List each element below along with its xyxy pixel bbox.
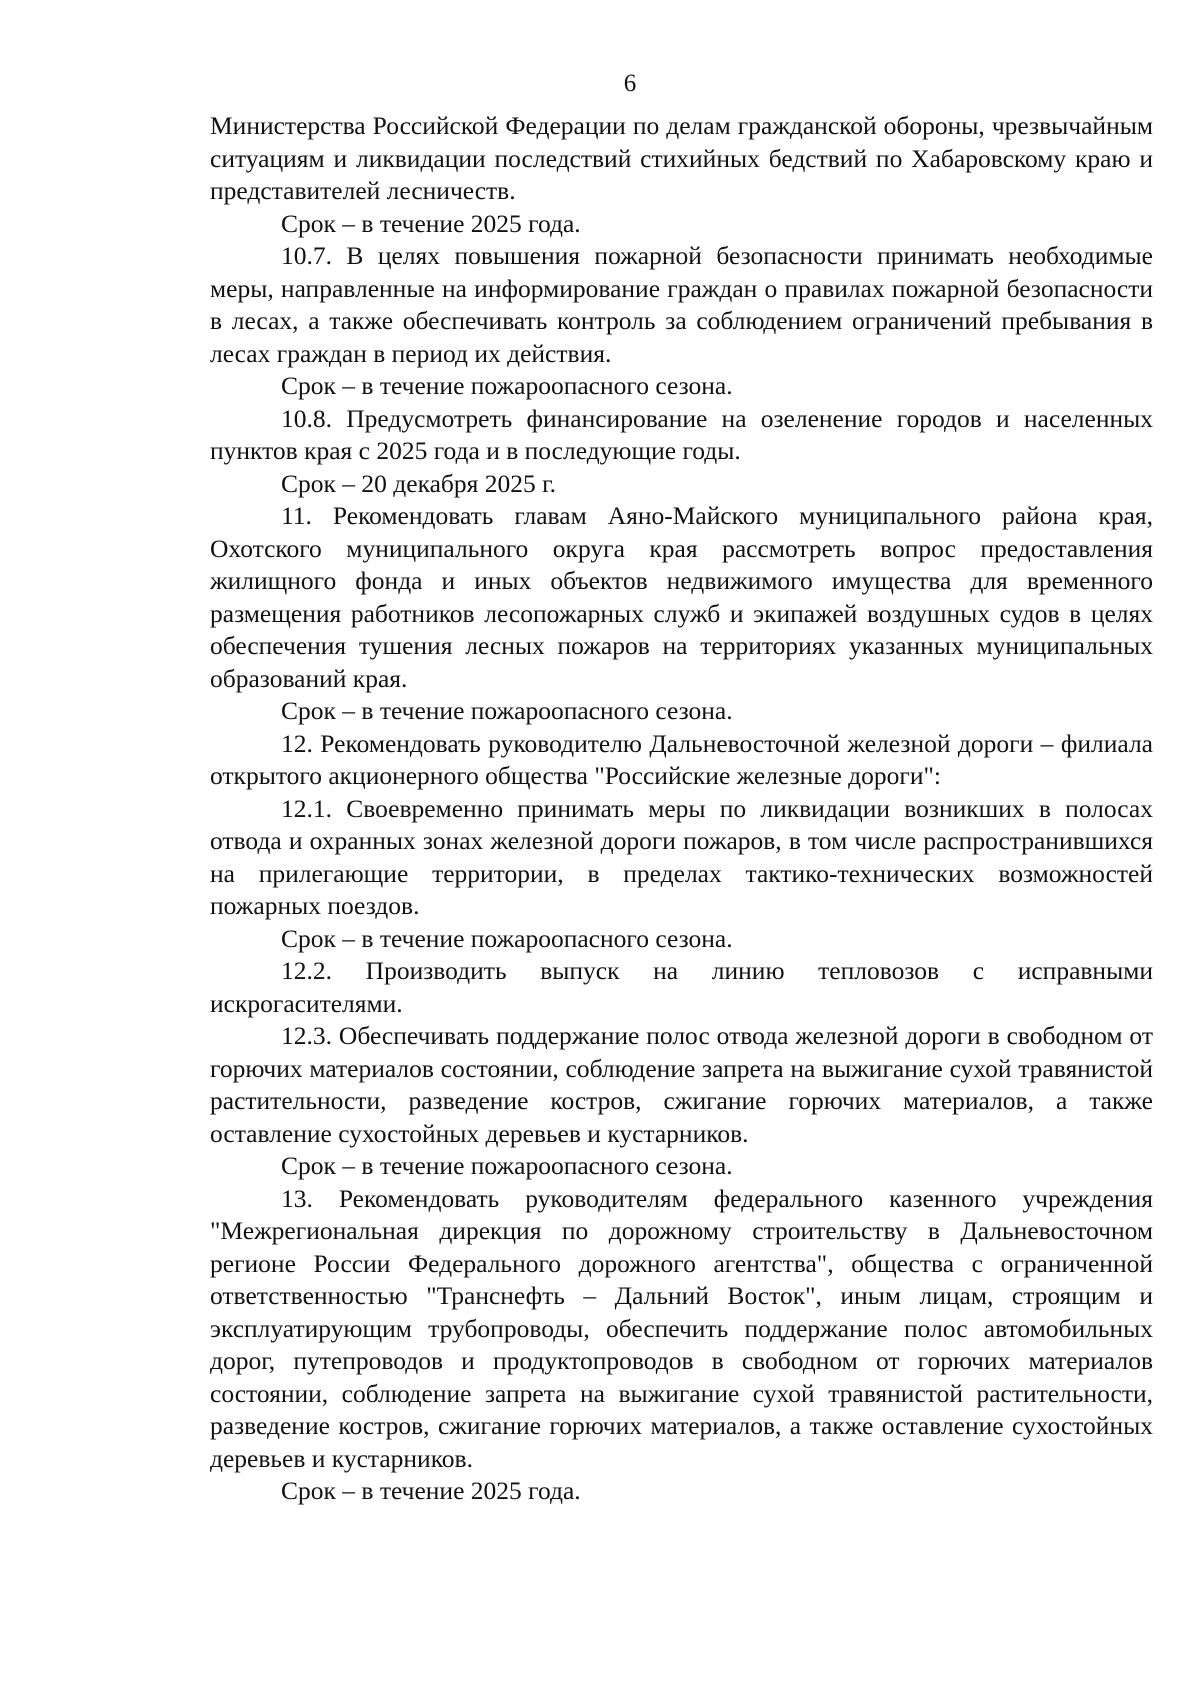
deadline-paragraph: Срок – в течение пожароопасного сезона. [281, 371, 733, 400]
deadline-paragraph: Срок – в течение 2025 года. [281, 208, 581, 238]
item-paragraph-13: 13. Рекомендовать руководителям федерального казенного учреждения "Межрегиональная дирекция по дорожному строительству в Дальневосточном регионе России Федерального дорожного агентства", общества с ограниченной ответственностью "Транснефть – Дальний Восток", иным лицам, строящим и эксплуатирующим трубопроводы, обеспечить поддержание полос автомобильных дорог, путепроводов и продуктопроводов в свободном от горючих материалов состоянии, соблюдение запрета на выжигание сухой травянистой растительности, разведение костров, сжигание горючих материалов, а также оставление сухостойных деревьев и кустарников. [210, 1183, 1153, 1473]
deadline-paragraph: Срок – в течение пожароопасного сезона. [281, 696, 733, 725]
paragraph-continuation: Министерства Российской Федерации по делам гражданской обороны, чрезвычайным ситуациям и ликвидации последствий стихийных бедствий по Хабаровскому краю и представителей лесничеств. [210, 111, 1153, 205]
item-paragraph-10-8: 10.8. Предусмотреть финансирование на озеленение городов и населенных пунктов края с 2025 года и в последующие годы. [210, 403, 1153, 465]
item-paragraph-11: 11. Рекомендовать главам Аяно-Майского муниципального района края, Охотского муниципального округа края рассмотреть вопрос предоставления жилищного фонда и иных объектов недвижимого имущества для временного размещения работников лесопожарных служб и экипажей воздушных судов в целях обеспечения тушения лесных пожаров на территориях указанных муниципальных образований края. [210, 501, 1153, 693]
deadline-paragraph: Срок – в течение 2025 года. [281, 1476, 581, 1505]
page-number: 6 [623, 70, 637, 97]
item-paragraph-12-2: 12.2. Производить выпуск на линию тепловозов с исправными искрогасителями. [210, 956, 1153, 1018]
item-paragraph-12: 12. Рекомендовать руководителю Дальневосточной железной дороги – филиала открытого акционерного общества "Российские железные дороги": [210, 728, 1153, 790]
item-paragraph-10-7: 10.7. В целях повышения пожарной безопасности принимать необходимые меры, направленные на информирование граждан о правилах пожарной безопасности в лесах, а также обеспечивать контроль за соблюдением ограничений пребывания в лесах граждан в период их действия. [210, 241, 1153, 368]
item-paragraph-12-1: 12.1. Своевременно принимать меры по ликвидации возникших в полосах отвода и охранных зонах железной дороги пожаров, в том числе распространившихся на прилегающие территории, в пределах тактико-технических возможностей пожарных поездов. [210, 793, 1153, 920]
deadline-paragraph: Срок – 20 декабря 2025 г. [281, 468, 557, 498]
item-paragraph-12-3: 12.3. Обеспечивать поддержание полос отвода железной дороги в свободном от горючих материалов состоянии, соблюдение запрета на выжигание сухой травянистой растительности, разведение костров, сжигание горючих материалов, а также оставление сухостойных деревьев и кустарников. [210, 1021, 1153, 1148]
deadline-paragraph: Срок – в течение пожароопасного сезона. [281, 923, 733, 953]
deadline-paragraph: Срок – в течение пожароопасного сезона. [281, 1151, 733, 1180]
document-body [210, 110, 1153, 1508]
